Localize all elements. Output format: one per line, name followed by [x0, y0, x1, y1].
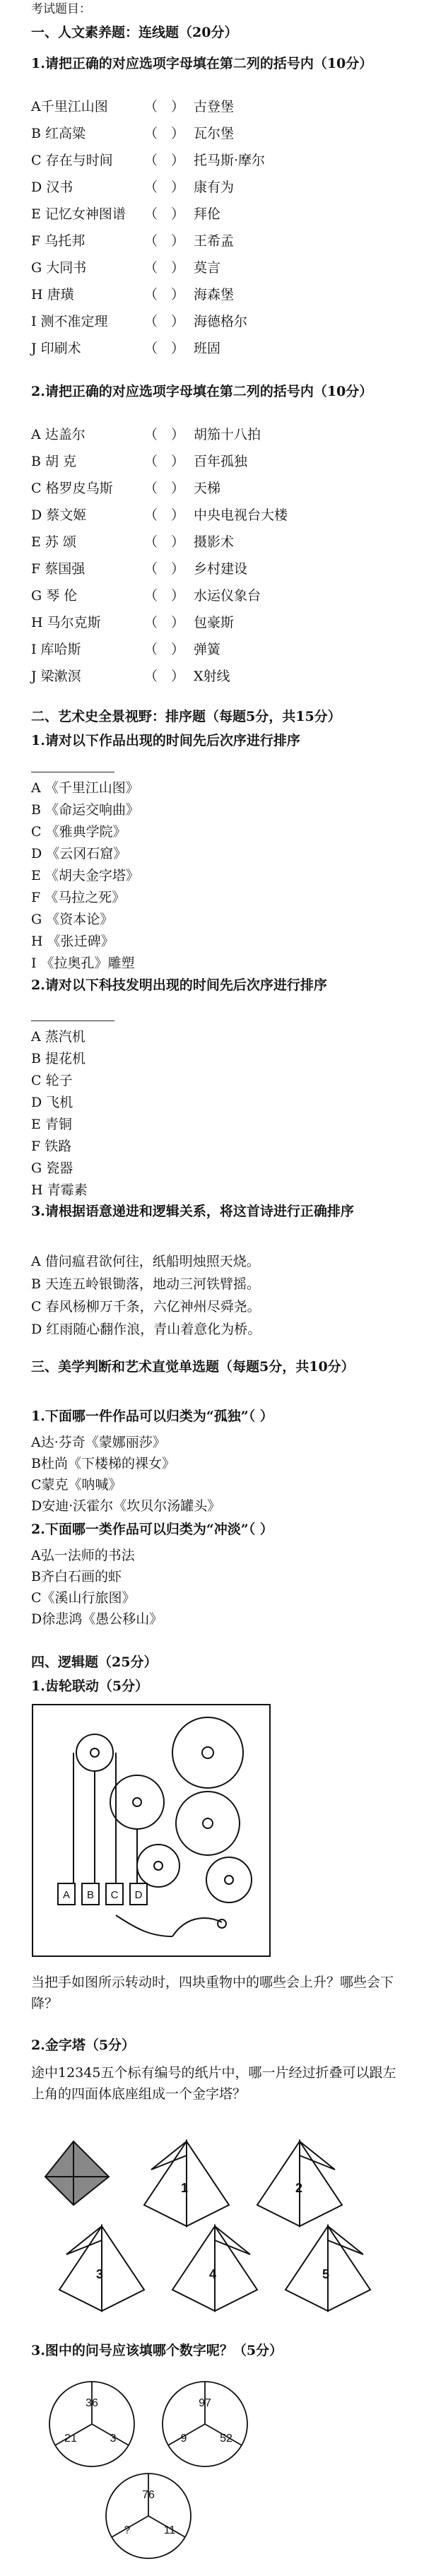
- right-item: 天梯: [194, 481, 221, 496]
- choice-option: A达·芬奇《蒙娜丽莎》: [31, 1435, 166, 1450]
- matching-row: [31, 612, 234, 633]
- answer-paren[interactable]: （ ）: [144, 260, 185, 276]
- matching-row: [31, 311, 247, 332]
- circle-number: 97: [199, 2397, 211, 2409]
- matching-row: [31, 585, 261, 606]
- matching-row: [31, 96, 234, 117]
- invention-item: C 轮子: [31, 1073, 73, 1088]
- section2-title: 二、艺术史全景视野：排序题（每题5分，共15分）: [31, 709, 341, 724]
- s4-q1-text: 当把手如图所示转动时，四块重物中的哪些会上升？哪些会下降？: [31, 1975, 394, 2011]
- circle-number: 21: [64, 2433, 77, 2445]
- section4-title: 四、逻辑题（25分）: [31, 1654, 158, 1670]
- answer-paren[interactable]: （ ）: [144, 180, 185, 195]
- right-item: 百年孤独: [194, 454, 248, 469]
- choice-option: D安迪·沃霍尔《坎贝尔汤罐头》: [31, 1498, 221, 1514]
- answer-paren[interactable]: （ ）: [144, 642, 185, 657]
- s2-q2-title: 2.请对以下科技发明出现的时间先后次序进行排序: [31, 977, 327, 993]
- artwork-item: C 《雅典学院》: [31, 824, 126, 840]
- invention-item: G 瓷器: [31, 1160, 73, 1176]
- left-item: D 蔡文姬: [31, 507, 87, 523]
- s2-q3-title: 3.请根据语意递进和逻辑关系，将这首诗进行正确排序: [31, 1204, 354, 1219]
- s4-q2-title: 2.金字塔（5分）: [31, 2037, 136, 2053]
- left-item: G 琴 伦: [31, 588, 78, 604]
- circle-number: 76: [142, 2489, 155, 2501]
- matching-row: [31, 478, 220, 499]
- matching-row: [31, 558, 247, 580]
- s1-q1-title: 1.请把正确的对应选项字母填在第二列的括号内（10分）: [31, 56, 373, 71]
- weight-label: B: [86, 1889, 95, 1901]
- choice-option: D徐悲鸿《愚公移山》: [31, 1611, 163, 1627]
- matching-row: [31, 284, 234, 305]
- invention-item: D 飞机: [31, 1095, 73, 1110]
- right-item: 中央电视台大楼: [194, 507, 288, 523]
- answer-paren[interactable]: （ ）: [144, 561, 185, 577]
- answer-paren[interactable]: （ ）: [144, 287, 185, 302]
- matching-row: [31, 123, 234, 144]
- paper-label: 1: [181, 2181, 189, 2195]
- right-item: 海德格尔: [194, 314, 248, 329]
- matching-row: [31, 177, 234, 198]
- s4-q1-title: 1.齿轮联动（5分）: [31, 1678, 149, 1694]
- circles-diagram-svg: [42, 2375, 269, 2565]
- poem-line: B 天连五岭银锄落，地动三河铁臂摇。: [31, 1276, 261, 1292]
- left-item: I 库哈斯: [31, 642, 81, 657]
- pyramid-diagram-svg: [31, 2127, 399, 2318]
- right-item: 康有为: [194, 180, 235, 195]
- matching-row: [31, 424, 261, 445]
- s4-q3-title: 3.图中的问号应该填哪个数字呢？（5分）: [31, 2343, 283, 2358]
- s2-q1-title: 1.请对以下作品出现的时间先后次序进行排序: [31, 733, 300, 748]
- right-item: 摄影术: [194, 534, 235, 550]
- matching-row: [31, 531, 234, 553]
- artwork-item: F 《马拉之死》: [31, 890, 126, 905]
- right-item: 托马斯·摩尔: [194, 153, 266, 168]
- invention-item: H 青霉素: [31, 1182, 88, 1198]
- paper-label: 4: [209, 2267, 217, 2281]
- choice-option: A弘一法师的书法: [31, 1548, 135, 1563]
- right-item: 胡笳十八拍: [194, 427, 261, 442]
- right-item: 班固: [194, 341, 221, 356]
- right-item: 海森堡: [194, 287, 235, 302]
- left-item: H 唐璜: [31, 287, 74, 302]
- choice-option: B齐白石画的虾: [31, 1569, 122, 1584]
- answer-paren[interactable]: （ ）: [144, 481, 185, 496]
- left-item: H 马尔克斯: [31, 615, 101, 630]
- artwork-item: B 《命运交响曲》: [31, 802, 140, 818]
- choice-option: B杜尚《下楼梯的裸女》: [31, 1456, 175, 1471]
- circle-number: 52: [220, 2433, 232, 2445]
- matching-row: [31, 150, 265, 171]
- gear-diagram-svg: [31, 1703, 271, 1958]
- matching-row: [31, 338, 220, 359]
- s1-q2-title: 2.请把正确的对应选项字母填在第二列的括号内（10分）: [31, 384, 373, 399]
- matching-row: [31, 230, 234, 252]
- matching-row: [31, 639, 220, 660]
- answer-paren[interactable]: （ ）: [144, 615, 185, 630]
- left-item: G 大同书: [31, 260, 87, 276]
- answer-paren[interactable]: （ ）: [144, 153, 185, 168]
- left-item: F 乌托邦: [31, 233, 86, 249]
- right-item: 瓦尔堡: [194, 126, 235, 141]
- answer-paren[interactable]: （ ）: [144, 99, 185, 114]
- answer-paren[interactable]: （ ）: [144, 454, 185, 469]
- answer-paren[interactable]: （ ）: [144, 588, 185, 604]
- left-item: D 汉书: [31, 180, 73, 195]
- answer-paren[interactable]: （ ）: [144, 427, 185, 442]
- poem-line: A 借问瘟君欲何往，纸船明烛照天烧。: [31, 1254, 260, 1269]
- circle-number-unknown: ?: [124, 2524, 131, 2536]
- s3-q1-title: 1.下面哪一件作品可以归类为“孤独”（ ）: [31, 1408, 273, 1424]
- left-item: B 胡 克: [31, 454, 77, 469]
- invention-item: A 蒸汽机: [31, 1029, 86, 1045]
- right-item: 拜伦: [194, 206, 221, 222]
- poem-line: D 红雨随心翻作浪，青山着意化为桥。: [31, 1322, 261, 1337]
- paper-label: 2: [295, 2181, 303, 2195]
- left-item: E 苏 颂: [31, 534, 76, 550]
- weight-label: C: [110, 1889, 119, 1901]
- paper-label: 5: [322, 2267, 330, 2281]
- choice-option: C蒙克《呐喊》: [31, 1477, 122, 1493]
- weight-label: D: [134, 1889, 143, 1901]
- section3-title: 三、美学判断和艺术直觉单选题（每题5分，共10分）: [31, 1359, 355, 1375]
- invention-item: B 提花机: [31, 1051, 86, 1066]
- answer-paren[interactable]: （ ）: [144, 669, 185, 684]
- right-item: 水运仪象台: [194, 588, 261, 604]
- section1-title: 一、人文素养题：连线题（20分）: [31, 25, 238, 40]
- pyramid-figure: [31, 2127, 399, 2318]
- artwork-item: I 《拉奥孔》雕塑: [31, 955, 135, 971]
- right-item: X射线: [194, 669, 230, 684]
- artwork-item: H 《张迁碑》: [31, 934, 114, 949]
- circle-number: 11: [163, 2524, 176, 2536]
- right-item: 古登堡: [194, 99, 235, 114]
- matching-row: [31, 505, 288, 526]
- matching-row: [31, 451, 247, 472]
- right-item: 乡村建设: [194, 561, 248, 577]
- invention-item: F 铁路: [31, 1139, 72, 1154]
- poem-line: C 春风杨柳万千条，六亿神州尽舜尧。: [31, 1299, 261, 1315]
- left-item: I 测不准定理: [31, 314, 108, 329]
- matching-row: [31, 257, 220, 278]
- left-item: E 记忆女神图谱: [31, 206, 126, 222]
- artwork-item: D 《云冈石窟》: [31, 846, 127, 861]
- choice-option: C《溪山行旅图》: [31, 1590, 136, 1606]
- left-item: F 蔡国强: [31, 561, 86, 577]
- s3-q2-title: 2.下面哪一类作品可以归类为“冲淡”（ ）: [31, 1522, 273, 1537]
- circle-number: 9: [180, 2433, 187, 2445]
- artwork-item: E 《胡夫金字塔》: [31, 868, 139, 883]
- weight-label: A: [62, 1889, 71, 1901]
- left-item: B 红高粱: [31, 126, 86, 141]
- number-circles-figure: [42, 2375, 269, 2565]
- circle-number: 36: [86, 2397, 98, 2409]
- left-item: A千里江山图: [31, 99, 108, 114]
- paper-label: 3: [96, 2267, 104, 2281]
- artwork-item: G 《资本论》: [31, 912, 114, 927]
- right-item: 莫言: [194, 260, 221, 276]
- circle-number: 3: [110, 2433, 117, 2445]
- left-item: J 印刷术: [31, 341, 81, 356]
- matching-row: [31, 204, 220, 225]
- answer-paren[interactable]: （ ）: [144, 534, 185, 550]
- right-item: 王希孟: [194, 233, 235, 249]
- gear-linkage-figure: [31, 1703, 271, 1958]
- left-item: J 梁漱溟: [31, 669, 81, 684]
- answer-paren[interactable]: （ ）: [144, 507, 185, 523]
- s4-q2-text: 途中12345五个标有编号的纸片中，哪一片经过折叠可以跟左上角的四面体底座组成一个金字塔？: [31, 2065, 396, 2102]
- right-item: 弹簧: [194, 642, 221, 657]
- answer-paren[interactable]: （ ）: [144, 233, 185, 249]
- left-item: C 格罗皮乌斯: [31, 481, 113, 496]
- answer-paren[interactable]: （ ）: [144, 314, 185, 329]
- answer-paren[interactable]: （ ）: [144, 341, 185, 356]
- exam-header-title: 考试题目：: [31, 2, 91, 16]
- right-item: 包豪斯: [194, 615, 235, 630]
- answer-paren[interactable]: （ ）: [144, 206, 185, 222]
- left-item: C 存在与时间: [31, 153, 113, 168]
- left-item: A 达盖尔: [31, 427, 86, 442]
- answer-paren[interactable]: （ ）: [144, 126, 185, 141]
- artwork-item: A 《千里江山图》: [31, 780, 139, 796]
- matching-row: [31, 666, 230, 687]
- invention-item: E 青铜: [31, 1117, 72, 1132]
